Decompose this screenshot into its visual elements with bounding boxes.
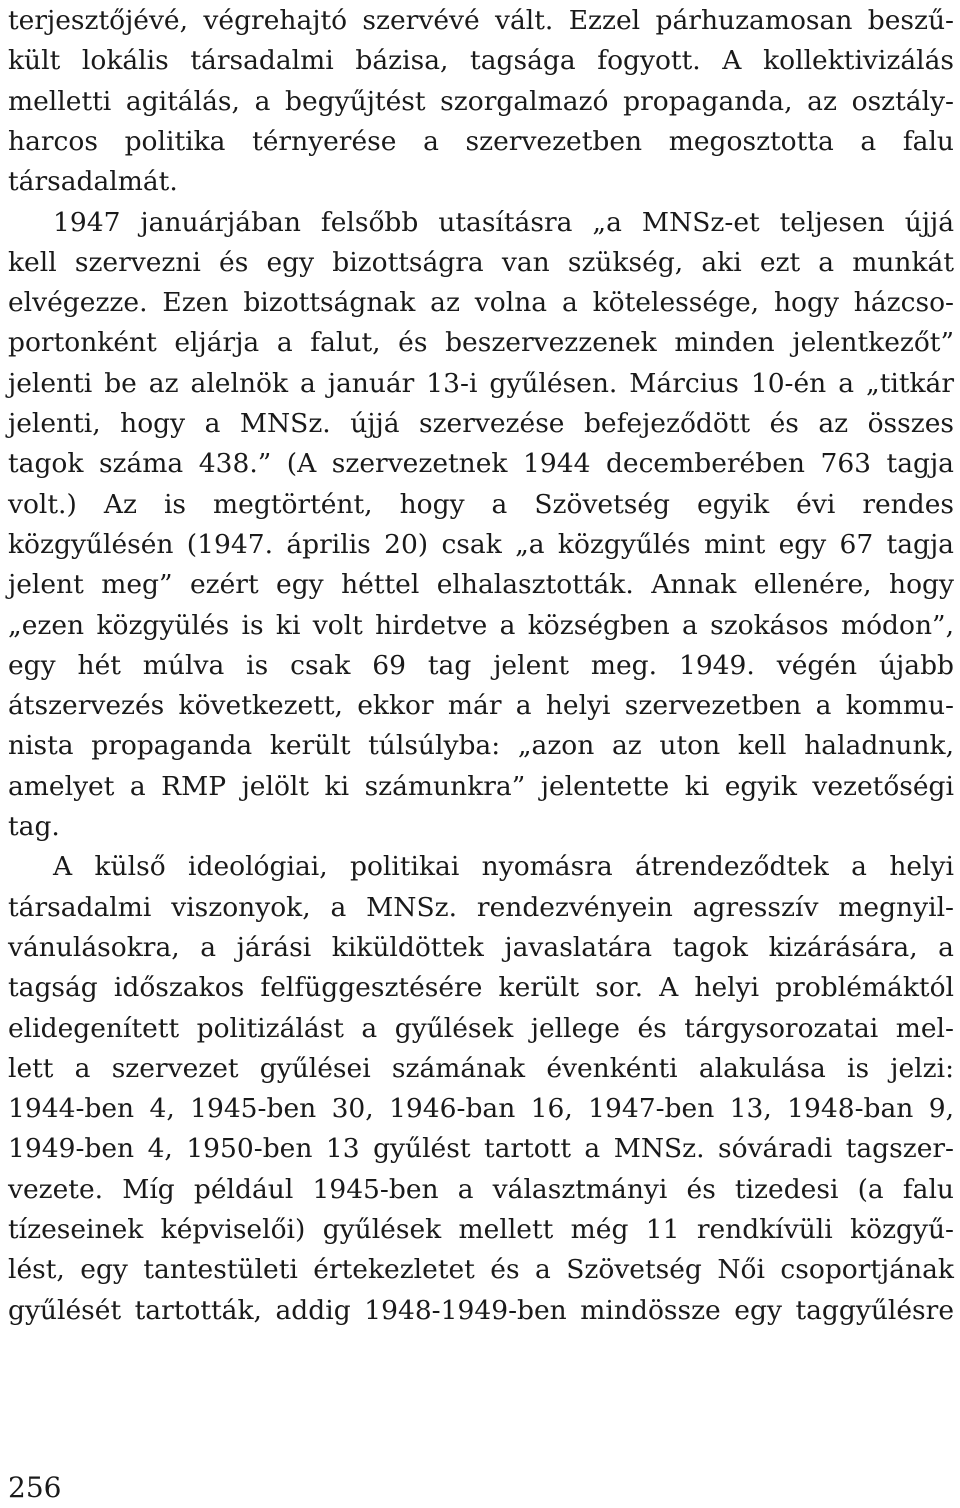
text-line: elidegenített politizálást a gyűlések jellege és tárgysorozatai mel- [8,1012,954,1044]
text-line: egy hét múlva is csak 69 tag jelent meg. 1949. végén újabb [8,649,954,681]
text-line: közgyűlésén (1947. április 20) csak „a közgyűlés mint egy 67 tagja [8,528,954,560]
text-line: „ezen közgyülés is ki volt hirdetve a községben a szokásos módon”, [8,609,954,641]
text-line: harcos politika térnyerése a szervezetben megosztotta a falu [8,125,954,157]
text-line: vánulásokra, a járási kiküldöttek javaslatára tagok kizárására, a [8,931,954,963]
text-line: melletti agitálás, a begyűjtést szorgalmazó propaganda, az osztály- [8,85,954,117]
text-line: lett a szervezet gyűlései számának évenkénti alakulása is jelzi: [8,1052,954,1084]
text-line: átszervezés következett, ekkor már a helyi szervezetben a kommu- [8,690,954,722]
text-line: társadalmát. [8,166,178,198]
text-line: kült lokális társadalmi bázisa, tagsága fogyott. A kollektivizálás [8,45,954,77]
text-line: amelyet a RMP jelölt ki számunkra” jelentette ki egyik vezetőségi [8,770,954,802]
text-line: A külső ideológiai, politikai nyomásra átrendeződtek a helyi [53,851,954,883]
text-line: kell szervezni és egy bizottságra van szükség, aki ezt a munkát [8,246,954,278]
text-line: tízeseinek képviselői) gyűlések mellett még 11 rendkívüli közgyű- [8,1214,954,1245]
text-line: tagság időszakos felfüggesztésére került sor. A helyi problémáktól [8,972,954,1004]
text-line: jelenti, hogy a MNSz. újjá szervezése befejeződött és az összes [8,408,954,439]
text-line: elvégezze. Ezen bizottságnak az volna a kötelessége, hogy házcso- [8,287,954,319]
text-line: tag. [8,811,60,842]
text-line: gyűlését tartották, addig 1948-1949-ben mindössze egy taggyűlésre [8,1294,954,1326]
text-line: 1949-ben 4, 1950-ben 13 gyűlést tartott a MNSz. sóváradi tagszer- [8,1133,954,1165]
text-line: jelent meg” ezért egy héttel elhalasztották. Annak ellenére, hogy [8,569,954,601]
text-line: portonként eljárja a falut, és beszervezzenek minden jelentkezőt” [8,327,954,359]
text-line: vezete. Míg például 1945-ben a választmányi és tizedesi (a falu [8,1173,954,1205]
text-line: 1947 januárjában felsőbb utasításra „a MNSz-et teljesen újjá [53,206,954,238]
text-line: volt.) Az is megtörtént, hogy a Szövetség egyik évi rendes [8,488,954,520]
text-line: tagok száma 438.” (A szervezetnek 1944 decemberében 763 tagja [8,448,954,480]
text-line: jelenti be az alelnök a január 13-i gyűlésen. Március 10-én a „titkár [8,367,954,399]
text-line: terjesztőjévé, végrehajtó szervévé vált. Ezzel párhuzamosan beszű- [8,5,954,36]
text-line: nista propaganda került túlsúlyba: „azon az uton kell haladnunk, [8,730,954,762]
page-number: 256 [8,1471,62,1504]
text-line: 1944-ben 4, 1945-ben 30, 1946-ban 16, 1947-ben 13, 1948-ban 9, [8,1093,954,1125]
text-line: társadalmi viszonyok, a MNSz. rendezvényein agresszív megnyil- [8,891,954,923]
text-line: lést, egy tantestületi értekezletet és a Szövetség Női csoportjának [8,1254,954,1286]
